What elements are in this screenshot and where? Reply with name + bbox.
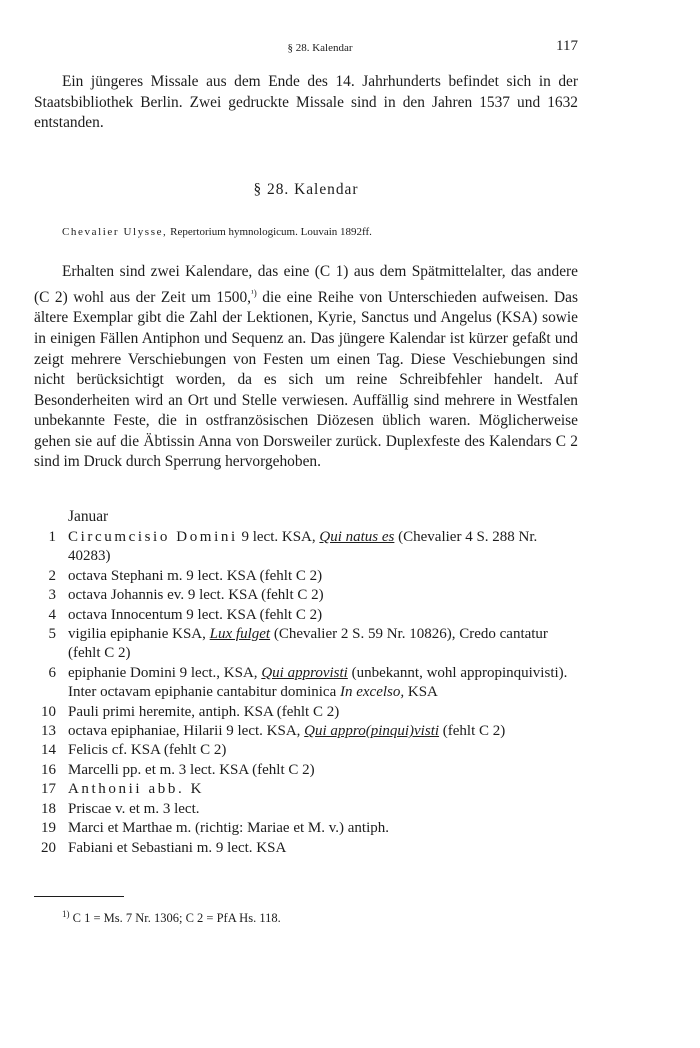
duplex-feast-name: Circumcisio Domini [68,529,238,545]
entry-text-segment: octava epiphaniae, Hilarii 9 lect. KSA, [68,723,305,740]
calendar-day-number: 5 [48,626,56,643]
main-paragraph-text-2: die eine Reihe von Unterschieden aufweisen. Das ältere Exemplar gibt die Zahl der Lektionen, Kyrie, Sanctus und Angelus (KSA) sowie in einigen Fällen Antiphon und Sequenz an. Das jüngere Kalendar ist kürzer gefaßt und zeigt mehrere Verschiebungen von Festen um einen Tag. Diese Veschiebungen sind nicht berücksichtigt worden, da es sich um reine Schreibfehler handelt. Auf Besonderheiten wird an Ort und Stelle verwiesen. Auffällig sind mehrere in Westfalen unbekannte Feste, die in ostfranzösischen Diözesen üblich waren. Möglicherweise gehen sie auf die Äbtissin Anna von Dorsweiler zurück. Duplexfeste des Kalendars C 2 sind im Druck durch Sperrung hervorgehoben. [34,288,578,471]
calendar-day-number: 17 [41,781,56,798]
calendar-entry [34,741,578,760]
bibliography-rest: Repertorium hymnologicum. Louvain 1892ff. [167,226,372,238]
entry-text-segment: (unbekannt, wohl appropinquivisti). Inter octavam epiphanie cantabitur dominica [68,664,568,701]
main-paragraph [34,262,578,473]
entry-text-segment: octava Stephani m. 9 lect. KSA (fehlt C 2) [68,567,323,584]
calendar-day-number: 16 [41,761,56,778]
calendar-month: Januar [68,508,109,525]
entry-text-segment: octava Johannis ev. 9 lect. KSA (fehlt C 2) [68,587,324,604]
entry-text-segment: Pauli primi heremite, antiph. KSA (fehlt C 2) [68,703,340,720]
calendar-entry [34,625,578,664]
entry-text-segment: (Chevalier 4 S. 288 Nr. 40283) [68,529,538,565]
calendar-entry-text [68,761,578,780]
entry-text-segment: (fehlt C 2) [439,723,506,740]
section-heading: § 28. Kalendar [253,181,359,198]
calendar-day-number: 18 [41,800,56,817]
intro-paragraph: Ein jüngeres Missale aus dem Ende des 14. Jahrhunderts befindet sich in der Staatsbibliothek Berlin. Zwei gedruckte Missale sind in den Jahren 1537 und 1632 entstanden. [34,73,578,132]
entry-text-segment: Marci et Marthae m. (richtig: Mariae et M. v.) antiph. [68,820,389,837]
calendar-entry [34,722,578,741]
incipit: Lux fulget [209,626,271,643]
bibliography-note [62,225,578,239]
calendar-entry [34,586,578,605]
entry-text-segment: 9 lect. KSA, [237,529,320,545]
calendar-entry [34,800,578,819]
calendar-entry-text [68,819,578,838]
incipit: Qui appro(pinqui)visti [304,723,440,740]
calendar-entry-text [68,741,578,760]
calendar-entry-text [68,839,578,858]
entry-text-segment: epiphanie Domini 9 lect., KSA, [68,664,262,681]
calendar-entry-text [68,800,578,819]
calendar-day-number: 2 [48,567,56,584]
footnote-ref-open: ¹) [251,287,257,298]
entry-text-segment: Fabiani et Sebastiani m. 9 lect. KSA [68,839,287,856]
calendar-entry [34,606,578,625]
entry-text-segment: Marcelli pp. et m. 3 lect. KSA (fehlt C 2) [68,761,315,778]
main-paragraph-text-1: Erhalten sind zwei Kalendare, das eine (C 1) aus dem Spätmittelalter, das andere (C 2) wohl aus der Zeit um 1500, [34,263,578,306]
calendar-entry-text [68,528,578,567]
incipit: Qui natus es [319,529,395,545]
calendar-day-number: 20 [41,839,56,856]
running-head-title: § 28. Kalendar [287,42,353,54]
calendar-day-number: 13 [41,723,56,740]
calendar-entry [34,839,578,858]
calendar-entry-text [68,567,578,586]
page-number: 117 [556,38,578,54]
calendar-day-number: 3 [48,587,56,604]
calendar-entry-text [68,703,578,722]
calendar-day-number: 1 [48,529,56,545]
calendar-entry [34,528,578,567]
calendar-entry [34,664,578,703]
bibliography-author: Chevalier Ulysse, [62,226,168,238]
incipit: Qui approvisti [261,664,348,681]
calendar-entry-text [68,780,578,799]
footnote [62,909,281,926]
entry-text-segment: octava Innocentum 9 lect. KSA (fehlt C 2) [68,606,323,623]
calendar-entry [34,703,578,722]
calendar-entry [34,761,578,780]
calendar-day-number: 19 [41,820,56,837]
calendar-entry [34,819,578,838]
calendar-day-number: 14 [41,742,56,759]
footnote-text: C 1 = Ms. 7 Nr. 1306; C 2 = PfA Hs. 118. [69,911,281,926]
running-head [62,38,578,58]
entry-text-segment: Priscae v. et m. 3 lect. [68,800,200,817]
incipit: In excelso, [339,684,405,701]
entry-text-segment: vigilia epiphanie KSA, [68,626,210,643]
calendar-entry-text [68,625,578,664]
entry-text-segment: Felicis cf. KSA (fehlt C 2) [68,742,227,759]
entry-text-segment: KSA [404,684,438,701]
duplex-feast-name: Anthonii abb. K [68,781,205,798]
calendar-list [34,528,578,858]
calendar-day-number: 6 [48,664,56,681]
footnote-rule [34,896,124,897]
calendar-entry-text [68,606,578,625]
calendar-day-number: 4 [48,606,56,623]
footnote-mark: 1) [62,909,70,919]
calendar-entry-text [68,664,578,703]
calendar-day-number: 10 [41,703,56,720]
calendar-entry [34,780,578,799]
calendar-entry [34,567,578,586]
calendar-entry-text [68,586,578,605]
entry-text-segment: (Chevalier 2 S. 59 Nr. 10826), Credo cantatur (fehlt C 2) [68,626,548,662]
calendar-entry-text [68,722,578,741]
